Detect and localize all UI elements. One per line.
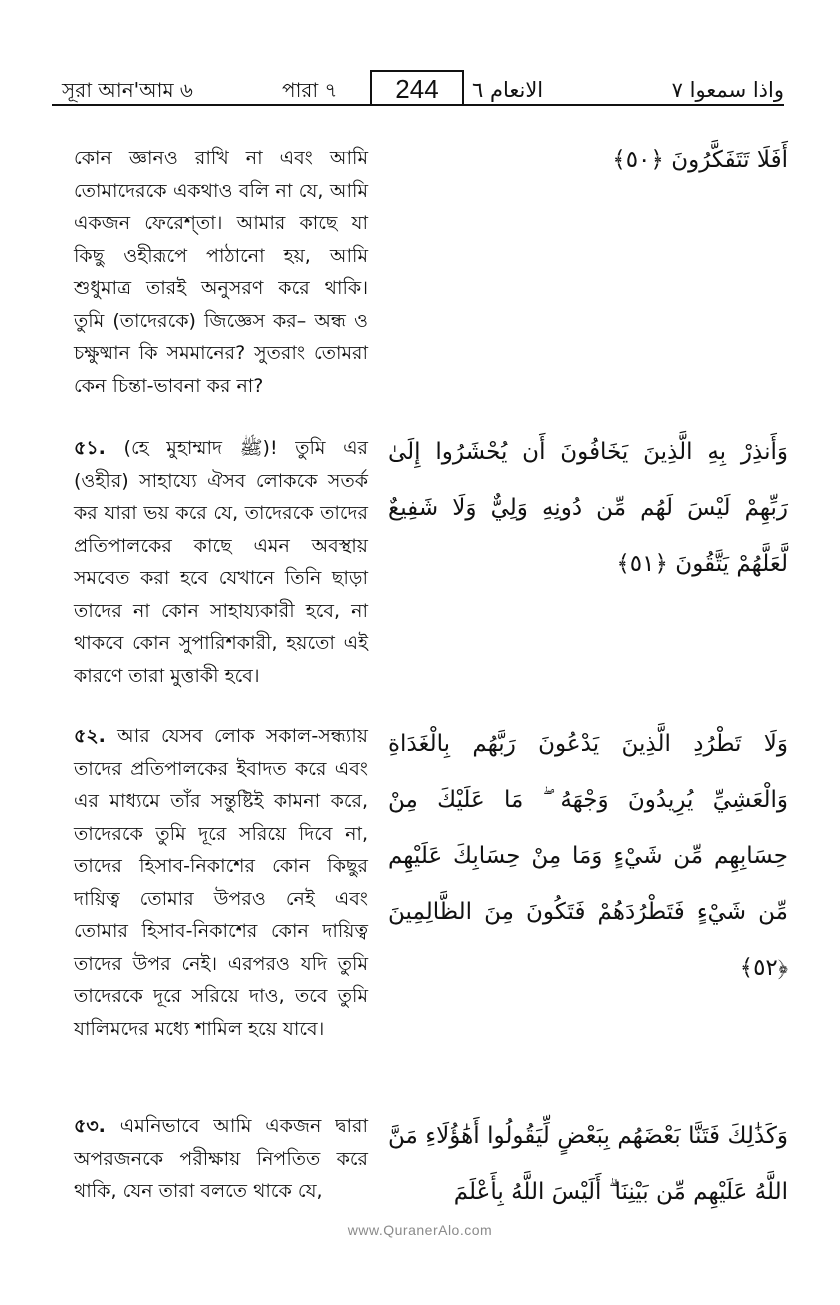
bengali-translation — [74, 720, 368, 1045]
watermark: www.QuranerAlo.com — [347, 1222, 493, 1238]
page-number: 244 — [370, 70, 464, 106]
bengali-translation — [74, 1110, 368, 1208]
surah-title-bengali: সূরা আন'আম ৬ — [62, 78, 193, 102]
header-rule — [52, 104, 784, 106]
page-header — [52, 74, 784, 108]
surah-title-arabic: الانعام ٦ — [472, 78, 544, 102]
verse-number: ৫১. — [74, 437, 106, 459]
bengali-translation — [74, 142, 368, 402]
verse-number: ৫৩. — [74, 1115, 106, 1137]
translation-text: (হে মুহাম্মাদ ﷺ)! তুমি এর (ওহীর) সাহায্যে ঐসব লোককে সতর্ক কর যারা ভয় করে যে, তাদেরকে তাদের প্রতিপালকের কাছে এমন অবস্থায় সমবেত করা হবে যেখানে তিনি ছাড়া তাদের না কোন সাহায্যকারী হবে, না থাকবে কোন সুপারিশকারী, হয়তো এই কারণে তারা মুত্তাকী হবে। — [74, 437, 368, 687]
para-label: পারা ৭ — [282, 78, 338, 102]
arabic-verse: أَفَلَا تَتَفَكَّرُونَ ﴿٥٠﴾ — [612, 147, 788, 173]
arabic-verse: وَلَا تَطْرُدِ الَّذِينَ يَدْعُونَ رَبَّهُم بِالْغَدَاةِ وَالْعَشِيِّ يُرِيدُونَ وَجْهَهُ ۖ مَا عَلَيْكَ مِنْ حِسَابِهِم مِّن شَيْءٍ وَمَا مِنْ حِسَابِكَ عَلَيْهِم مِّن شَيْءٍ فَتَطْرُدَهُمْ فَتَكُونَ مِنَ الظَّالِمِينَ ﴿٥٢﴾ — [388, 731, 788, 981]
verse-number: ৫২. — [74, 725, 106, 747]
translation-text: এমনিভাবে আমি একজন দ্বারা অপরজনকে পরীক্ষায় নিপতিত করে থাকি, যেন তারা বলতে থাকে যে, — [74, 1115, 368, 1202]
arabic-verse: وَكَذَٰلِكَ فَتَنَّا بَعْضَهُم بِبَعْضٍ لِّيَقُولُوا أَهَٰؤُلَاءِ مَنَّ اللَّهُ عَلَيْهِم مِّن بَيْنِنَا ۗ أَلَيْسَ اللَّهُ بِأَعْلَمَ — [388, 1123, 788, 1205]
juz-title-arabic: واذا سمعوا ٧ — [671, 78, 784, 102]
bengali-translation — [74, 432, 368, 692]
translation-text: কোন জ্ঞানও রাখি না এবং আমি তোমাদেরকে একথাও বলি না যে, আমি একজন ফেরেশ্‌তা। আমার কাছে যা কিছু ওহীরূপে পাঠানো হয়, আমি শুধুমাত্র তারই অনুসরণ করে থাকি। তুমি (তাদেরকে) জিজ্ঞেস কর– অন্ধ ও চক্ষুষ্মান কি সমমানের? সুতরাং তোমরা কেন চিন্তা-ভাবনা কর না? — [74, 147, 368, 397]
translation-text: আর যেসব লোক সকাল-সন্ধ্যায় তাদের প্রতিপালকের ইবাদত করে এবং এর মাধ্যমে তাঁর সন্তুষ্টিই কামনা করে, তাদেরকে তুমি দূরে সরিয়ে দিবে না, তাদের হিসাব-নিকাশের কোন কিছুর দায়িত্ব তোমার উপরও নেই এবং তোমার হিসাব-নিকাশের কোন দায়িত্ব তাদের উপর নেই। এরপরও যদি তুমি তাদেরকে দূরে সরিয়ে দাও, তবে তুমি যালিমদের মধ্যে শামিল হয়ে যাবে। — [74, 725, 368, 1040]
arabic-verse: وَأَنذِرْ بِهِ الَّذِينَ يَخَافُونَ أَن يُحْشَرُوا إِلَىٰ رَبِّهِمْ لَيْسَ لَهُم مِّن دُونِهِ وَلِيٌّ وَلَا شَفِيعٌ لَّعَلَّهُمْ يَتَّقُونَ ﴿٥١﴾ — [388, 439, 788, 577]
